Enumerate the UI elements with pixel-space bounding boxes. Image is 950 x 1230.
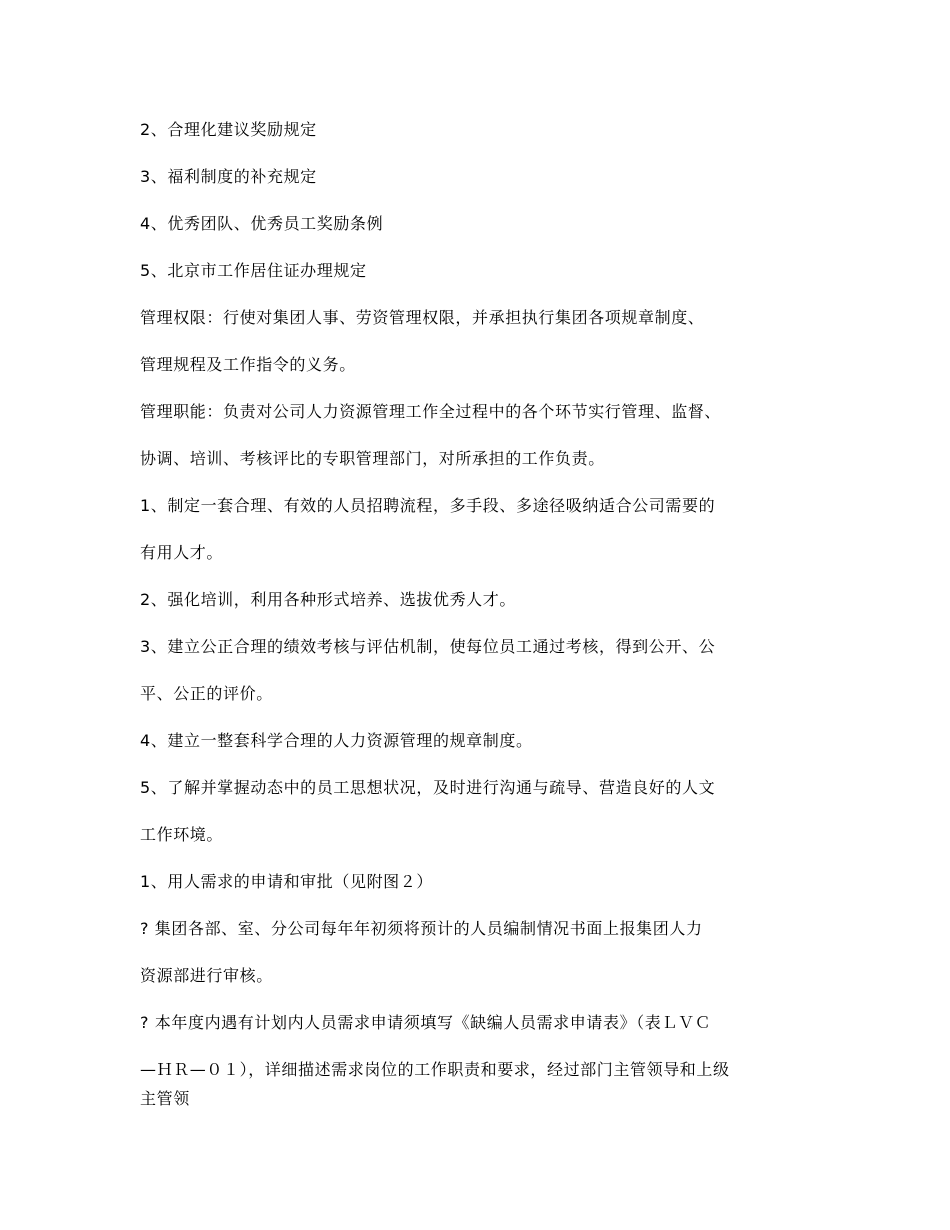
text-line: 工作环境。 (140, 825, 224, 844)
text-line: 2、合理化建议奖励规定 (140, 120, 317, 139)
text-line: 平、公正的评价。 (140, 684, 273, 703)
text-line: ? 集团各部、室、分公司每年年初须将预计的人员编制情况书面上报集团人力 (140, 919, 703, 938)
text-line: ? 本年度内遇有计划内人员需求申请须填写《缺编人员需求申请表》（表ＬＶＣ (140, 1013, 712, 1032)
text-line: 1、制定一套合理、有效的人员招聘流程，多手段、多途径吸纳适合公司需要的 (140, 496, 716, 515)
text-line: 4、优秀团队、优秀员工奖励条例 (140, 214, 384, 233)
text-line: 3、建立公正合理的绩效考核与评估机制，使每位员工通过考核，得到公开、公 (140, 637, 716, 656)
text-line: 资源部进行审核。 (140, 966, 273, 985)
text-line: 5、了解并掌握动态中的员工思想状况，及时进行沟通与疏导、营造良好的人文 (140, 778, 716, 797)
text-line: 4、建立一整套科学合理的人力资源管理的规章制度。 (140, 731, 533, 750)
text-line: 主管领 (140, 1089, 190, 1108)
text-line: 管理职能：负责对公司人力资源管理工作全过程中的各个环节实行管理、监督、 (140, 402, 722, 421)
text-line: 有用人才。 (140, 543, 224, 562)
text-line: 1、用人需求的申请和审批（见附图２） (140, 872, 433, 891)
text-line: 协调、培训、考核评比的专职管理部门，对所承担的工作负责。 (140, 449, 605, 468)
text-line: 管理规程及工作指令的义务。 (140, 355, 356, 374)
text-line: 2、强化培训，利用各种形式培养、选拔优秀人才。 (140, 590, 516, 609)
text-line: 管理权限：行使对集团人事、劳资管理权限，并承担执行集团各项规章制度、 (140, 308, 705, 327)
text-line: 5、北京市工作居住证办理规定 (140, 261, 367, 280)
text-line: —ＨＲ—０１），详细描述需求岗位的工作职责和要求，经过部门主管领导和上级 (140, 1060, 730, 1079)
text-line: 3、福利制度的补充规定 (140, 167, 317, 186)
